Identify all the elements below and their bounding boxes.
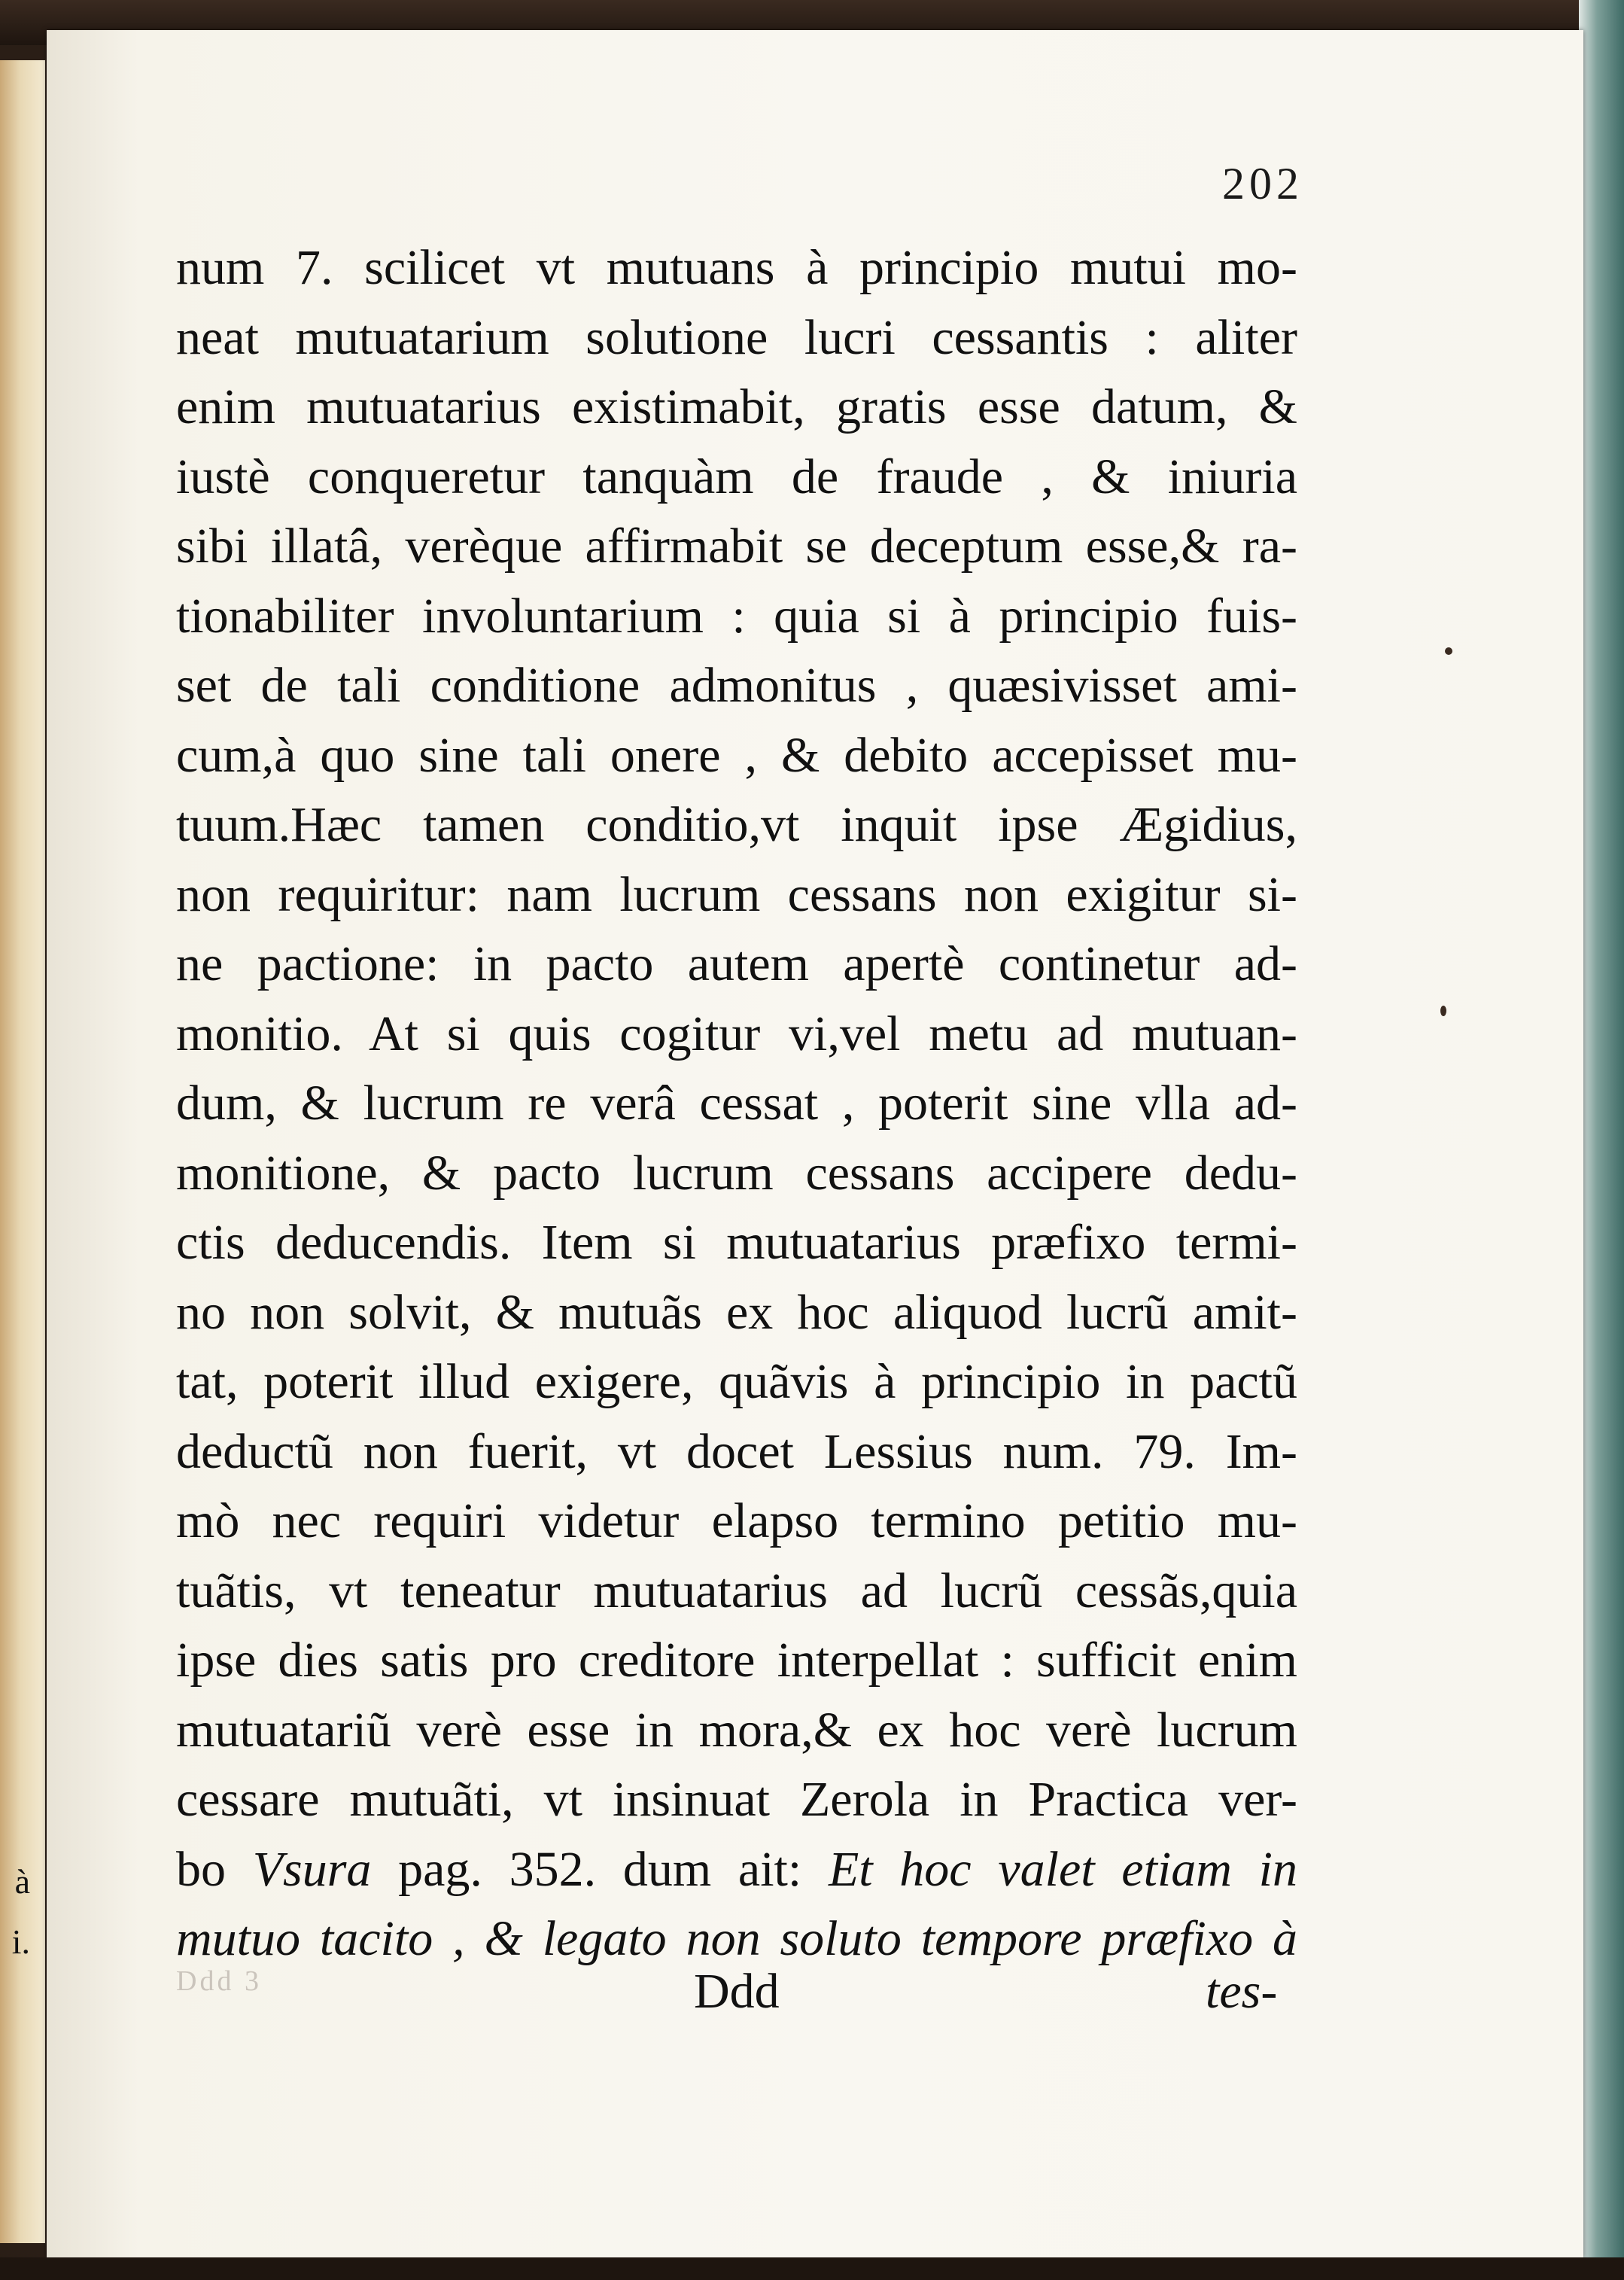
text-line: ipse dies satis pro creditore interpellat : sufficit enim [176, 1633, 1297, 1688]
book-page [47, 30, 1583, 2258]
catchword: tes- [1206, 1964, 1278, 2019]
text-line: monitione, & pacto lucrum cessans accipere dedu- [176, 1145, 1297, 1201]
book-fore-edge [1579, 0, 1624, 2280]
facing-page-fragment: i. [11, 1922, 30, 1961]
text-line-mixed [176, 1835, 1297, 1905]
ink-speck [1445, 647, 1452, 655]
page-number: 202 [1222, 159, 1303, 209]
text-line: tuum.Hæc tamen conditio,vt inquit ipse Ægidius, [176, 797, 1297, 852]
text-line: sibi illatâ, verèque affirmabit se deceptum esse,& ra- [176, 519, 1297, 574]
ink-speck [1440, 1006, 1446, 1016]
text-line: tat, poterit illud exigere, quãvis à principio in pactũ [176, 1354, 1297, 1409]
text-line: iustè conqueretur tanquàm de fraude , & iniuria [176, 449, 1297, 504]
facing-page-fragment: à [14, 1862, 30, 1901]
text-line: mò nec requiri videtur elapso termino petitio mu- [176, 1493, 1297, 1548]
text-line: no non solvit, & mutuãs ex hoc aliquod lucrũ amit- [176, 1284, 1297, 1340]
text-line: ne pactione: in pacto autem apertè continetur ad- [176, 936, 1297, 991]
text-line: mutuatariũ verè esse in mora,& ex hoc verè lucrum [176, 1702, 1297, 1758]
text-line: tionabiliter involuntarium : quia si à principio fuis- [176, 588, 1297, 644]
text-line: tuãtis, vt teneatur mutuatarius ad lucrũ cessãs,quia [176, 1563, 1297, 1618]
body-text [176, 233, 1297, 1974]
facing-page-fragments [0, 1852, 30, 1972]
text-line: neat mutuatarium solutione lucri cessantis : aliter [176, 309, 1297, 365]
text-line: non requiritur: nam lucrum cessans non exigitur si- [176, 866, 1297, 922]
text-line: monitio. At si quis cogitur vi,vel metu ad mutuan- [176, 1006, 1297, 1061]
text-line: deductũ non fuerit, vt docet Lessius num. 79. Im- [176, 1423, 1297, 1479]
text-line-italic: mutuo tacito , & legato non soluto tempore præfixo à [176, 1911, 1297, 1966]
text-line: set de tali conditione admonitus , quæsivisset ami- [176, 658, 1297, 713]
text-line: cum,à quo sine tali onere , & debito accepisset mu- [176, 727, 1297, 783]
text-roman: pag. 352. dum ait: [371, 1841, 829, 1897]
text-italic-quote: Et hoc valet etiam in [828, 1841, 1297, 1897]
text-line: cessare mutuãti, vt insinuat Zerola in Practica ver- [176, 1772, 1297, 1827]
text-line: ctis deducendis. Item si mutuatarius præfixo termi- [176, 1215, 1297, 1270]
text-italic: Vsura [252, 1841, 372, 1897]
show-through-text: Ddd 3 [176, 1965, 262, 1997]
text-line: enim mutuatarius existimabit, gratis esse datum, & [176, 379, 1297, 434]
text-line: dum, & lucrum re verâ cessat , poterit sine vlla ad- [176, 1076, 1297, 1131]
book-bottom-edge [0, 2257, 1624, 2280]
text-roman: bo [176, 1841, 253, 1897]
signature-mark: Ddd [694, 1964, 780, 2019]
text-line: num 7. scilicet vt mutuans à principio mutui mo- [176, 240, 1297, 295]
